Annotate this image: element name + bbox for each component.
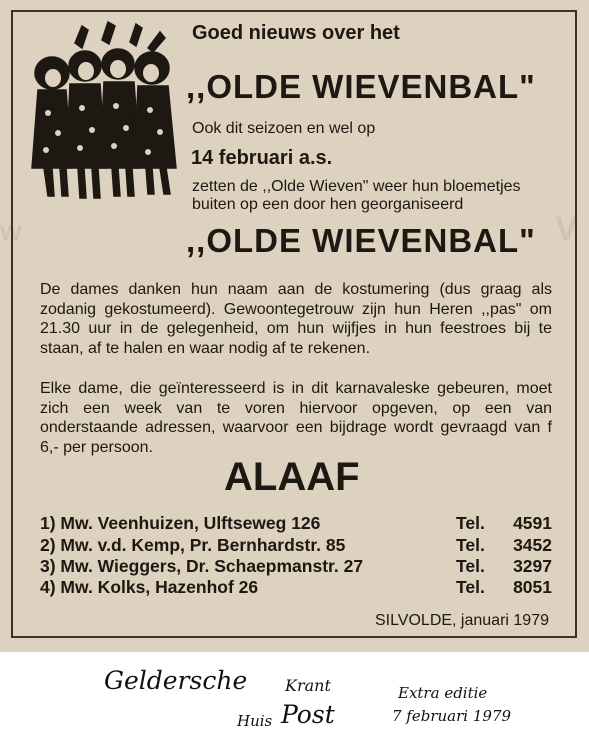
registration-paragraph: Elke dame, die geïnteresseerd is in dit karnavaleske gebeuren, moet zich een week van te voren hiervoor opgeven, op een van onderstaande adressen, waarvoor een bijdrage wordt gevraagd van f 6,- per persoon. bbox=[40, 380, 552, 456]
event-date: 14 februari a.s. bbox=[191, 147, 333, 169]
address-name: 2) Mw. v.d. Kemp, Pr. Bernhardstr. 85 bbox=[40, 535, 346, 555]
bleed-through-decoration: V bbox=[555, 210, 578, 248]
costume-paragraph: De dames danken hun naam aan de kostumering (dus graag als zodanig gekostumeerd). Gewoontegetrouw zijn hun Heren ,,pas" om 21.30 uur in de gelegenheid, om hun wijfjes in hun feestroes bij te staan, af te halen en waar nodig af te rekenen. bbox=[40, 281, 552, 357]
tel-label: Tel. bbox=[456, 513, 485, 533]
edition-label: Extra editie bbox=[398, 684, 488, 702]
tel-number: 8051 bbox=[513, 577, 552, 597]
tel-label: Tel. bbox=[456, 535, 485, 555]
tel-label: Tel. bbox=[456, 556, 485, 576]
address-name: 3) Mw. Wieggers, Dr. Schaepmanstr. 27 bbox=[40, 556, 364, 576]
address-row bbox=[40, 535, 552, 557]
tel-label: Tel. bbox=[456, 577, 485, 597]
dancing-women-illustration bbox=[30, 18, 180, 203]
description-line-1: zetten de ,,Olde Wieven" weer hun bloemetjes bbox=[192, 178, 521, 195]
address-row bbox=[40, 577, 552, 599]
signoff: SILVOLDE, januari 1979 bbox=[374, 612, 549, 629]
event-title: ,,OLDE WIEVENBAL" bbox=[186, 68, 536, 105]
description-line-2: buiten op een door hen georganiseerd bbox=[192, 196, 464, 213]
alaaf-heading: ALAAF bbox=[224, 455, 360, 499]
bleed-through-decoration: w bbox=[0, 215, 22, 246]
event-title-repeat: ,,OLDE WIEVENBAL" bbox=[186, 222, 536, 259]
paper-name-geldersche: Geldersche bbox=[104, 666, 248, 695]
edition-date: 7 februari 1979 bbox=[392, 707, 512, 725]
tel-number: 4591 bbox=[513, 513, 552, 533]
season-line: Ook dit seizoen en wel op bbox=[192, 120, 376, 137]
tel-number: 3452 bbox=[513, 535, 552, 555]
address-row bbox=[40, 513, 552, 535]
address-row bbox=[40, 556, 552, 578]
paper-name-huis: Huis bbox=[237, 712, 273, 730]
address-name: 4) Mw. Kolks, Hazenhof 26 bbox=[40, 577, 259, 597]
paper-name-krant: Krant bbox=[285, 676, 331, 695]
intro-heading: Goed nieuws over het bbox=[192, 22, 400, 44]
paper-name-post: Post bbox=[281, 700, 335, 729]
tel-number: 3297 bbox=[513, 556, 552, 576]
address-name: 1) Mw. Veenhuizen, Ulftseweg 126 bbox=[40, 513, 321, 533]
